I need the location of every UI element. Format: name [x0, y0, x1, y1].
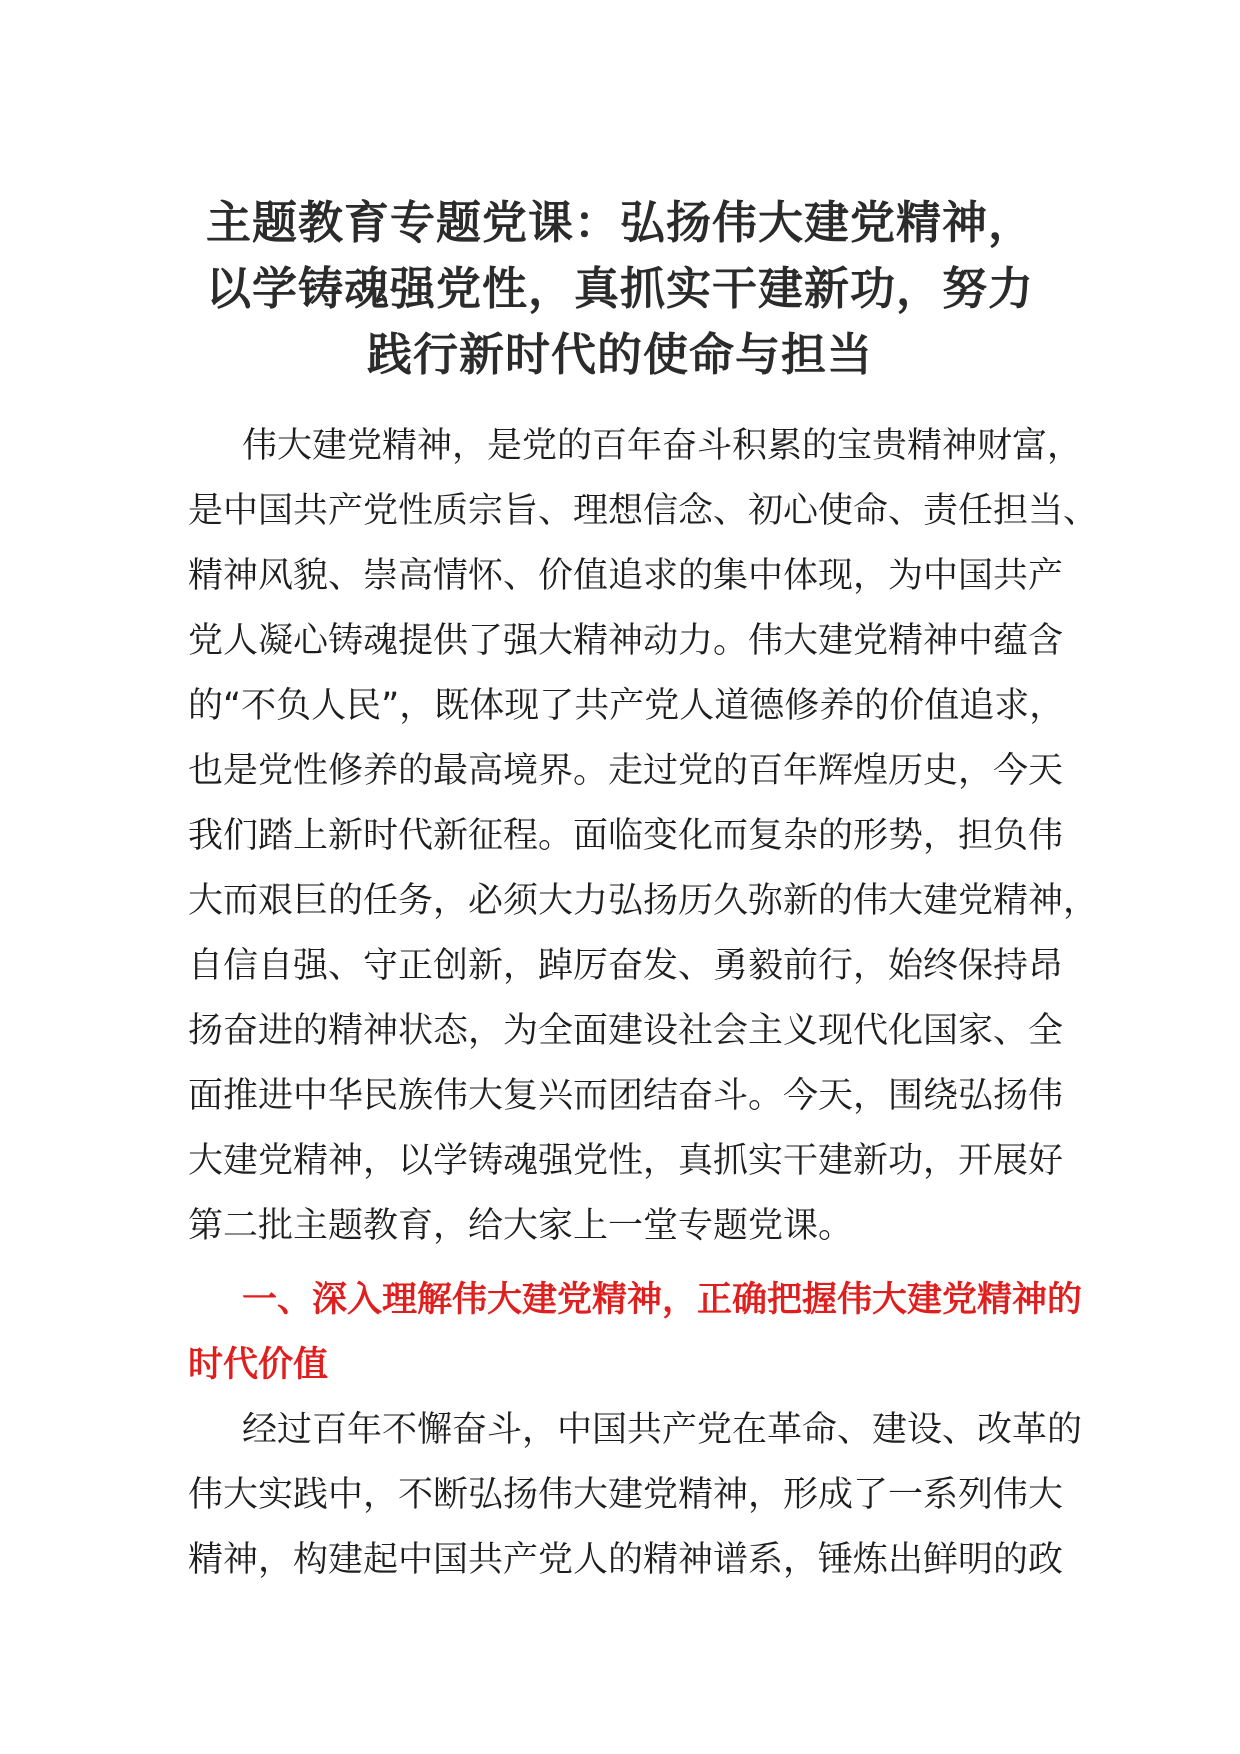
paragraph-line: 第二批主题教育，给大家上一堂专题党课。 [188, 1206, 854, 1246]
title-line-1: 主题教育专题党课：弘扬伟大建党精神， [205, 196, 1034, 249]
section-heading [188, 1268, 1083, 1398]
section-heading-line: 时代价值 [188, 1345, 329, 1385]
paragraph-line: 我们踏上新时代新征程。面临变化而复杂的形势，担负伟 [188, 816, 1064, 856]
paragraph-line: 的“不负人民”，既体现了共产党人道德修养的价值追求， [188, 686, 1065, 726]
paragraph-line: 大建党精神，以学铸魂强党性，真抓实干建新功，开展好 [188, 1141, 1064, 1181]
document-title [170, 190, 1070, 388]
paragraph-line: 是中国共产党性质宗旨、理想信念、初心使命、责任担当、 [188, 491, 1099, 531]
section-heading-line: 一、深入理解伟大建党精神，正确把握伟大建党精神的 [242, 1280, 1083, 1320]
title-line-2: 以学铸魂强党性，真抓实干建新功，努力 [205, 262, 1034, 315]
paragraph-line: 经过百年不懈奋斗，中国共产党在革命、建设、改革的 [242, 1410, 1083, 1450]
paragraph-line: 党人凝心铸魂提供了强大精神动力。伟大建党精神中蕴含 [188, 621, 1064, 661]
paragraph-line: 扬奋进的精神状态，为全面建设社会主义现代化国家、全 [188, 1011, 1064, 1051]
paragraph-line: 精神，构建起中国共产党人的精神谱系，锤炼出鲜明的政 [188, 1540, 1064, 1580]
paragraph-line: 伟大建党精神，是党的百年奋斗积累的宝贵精神财富， [242, 426, 1083, 466]
paragraph-line: 面推进中华民族伟大复兴而团结奋斗。今天，围绕弘扬伟 [188, 1076, 1064, 1116]
intro-paragraph [188, 414, 1099, 1259]
title-line-3: 践行新时代的使命与担当 [366, 328, 873, 381]
paragraph-line: 也是党性修养的最高境界。走过党的百年辉煌历史，今天 [188, 751, 1064, 791]
section-paragraph [188, 1398, 1083, 1593]
paragraph-line: 自信自强、守正创新，踔厉奋发、勇毅前行，始终保持昂 [188, 946, 1064, 986]
paragraph-line: 伟大实践中，不断弘扬伟大建党精神，形成了一系列伟大 [188, 1475, 1064, 1515]
paragraph-line: 大而艰巨的任务，必须大力弘扬历久弥新的伟大建党精神， [188, 881, 1099, 921]
paragraph-line: 精神风貌、崇高情怀、价值追求的集中体现，为中国共产 [188, 556, 1064, 596]
